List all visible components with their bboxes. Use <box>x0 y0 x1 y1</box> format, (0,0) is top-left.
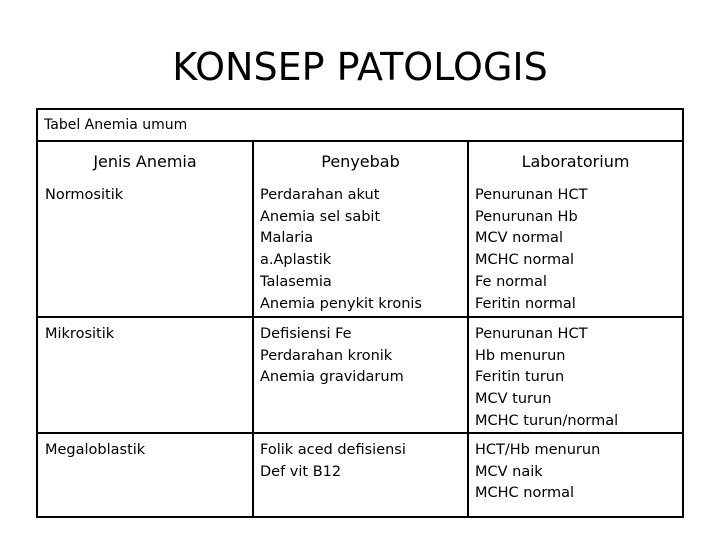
lab-item: MCV naik <box>475 463 543 480</box>
penyebab-item: Anemia penykit kronis <box>260 295 422 312</box>
lab-item: MCHC normal <box>475 485 575 502</box>
row-normositik-jenis: Normositik <box>45 187 124 203</box>
row-mikrositik-jenis: Mikrositik <box>45 326 115 342</box>
lab-item: HCT/Hb menurun <box>475 442 601 458</box>
lab-item: Feritin normal <box>475 295 576 312</box>
header-penyebab: Penyebab <box>321 152 400 171</box>
row-normositik-penyebab <box>260 185 422 315</box>
anemia-table <box>36 108 684 518</box>
lab-item: MCV normal <box>475 230 563 247</box>
column-divider-2 <box>467 142 469 518</box>
header-jenis-anemia: Jenis Anemia <box>93 152 197 171</box>
penyebab-item: Anemia gravidarum <box>260 369 404 386</box>
lab-item: Hb menurun <box>475 347 566 364</box>
penyebab-item: Perdarahan kronik <box>260 347 393 364</box>
lab-item: MCHC turun/normal <box>475 412 619 429</box>
row-megaloblastik-laboratorium <box>475 440 600 505</box>
header-laboratorium: Laboratorium <box>521 152 630 171</box>
table-caption: Tabel Anemia umum <box>38 110 682 142</box>
penyebab-item: Def vit B12 <box>260 463 342 480</box>
lab-item: Penurunan HCT <box>475 326 588 342</box>
penyebab-item: Folik aced defisiensi <box>260 442 406 458</box>
column-divider-1 <box>252 142 254 518</box>
page-title: KONSEP PATOLOGIS <box>172 45 548 89</box>
penyebab-item: Talasemia <box>260 273 332 290</box>
penyebab-item: a.Aplastik <box>260 252 332 269</box>
penyebab-item: Defisiensi Fe <box>260 326 352 342</box>
lab-item: Penurunan Hb <box>475 208 578 225</box>
penyebab-item: Anemia sel sabit <box>260 208 381 225</box>
row-megaloblastik-penyebab <box>260 440 406 483</box>
penyebab-item: Malaria <box>260 230 314 247</box>
row-mikrositik-laboratorium <box>475 324 618 433</box>
row-megaloblastik-jenis: Megaloblastik <box>45 442 146 458</box>
lab-item: MCV turun <box>475 391 552 408</box>
lab-item: Feritin turun <box>475 369 565 386</box>
lab-item: Fe normal <box>475 273 547 290</box>
row-divider-1 <box>38 316 682 318</box>
row-normositik-laboratorium <box>475 185 587 315</box>
lab-item: MCHC normal <box>475 252 575 269</box>
penyebab-item: Perdarahan akut <box>260 187 380 203</box>
lab-item: Penurunan HCT <box>475 187 588 203</box>
row-mikrositik-penyebab <box>260 324 404 389</box>
